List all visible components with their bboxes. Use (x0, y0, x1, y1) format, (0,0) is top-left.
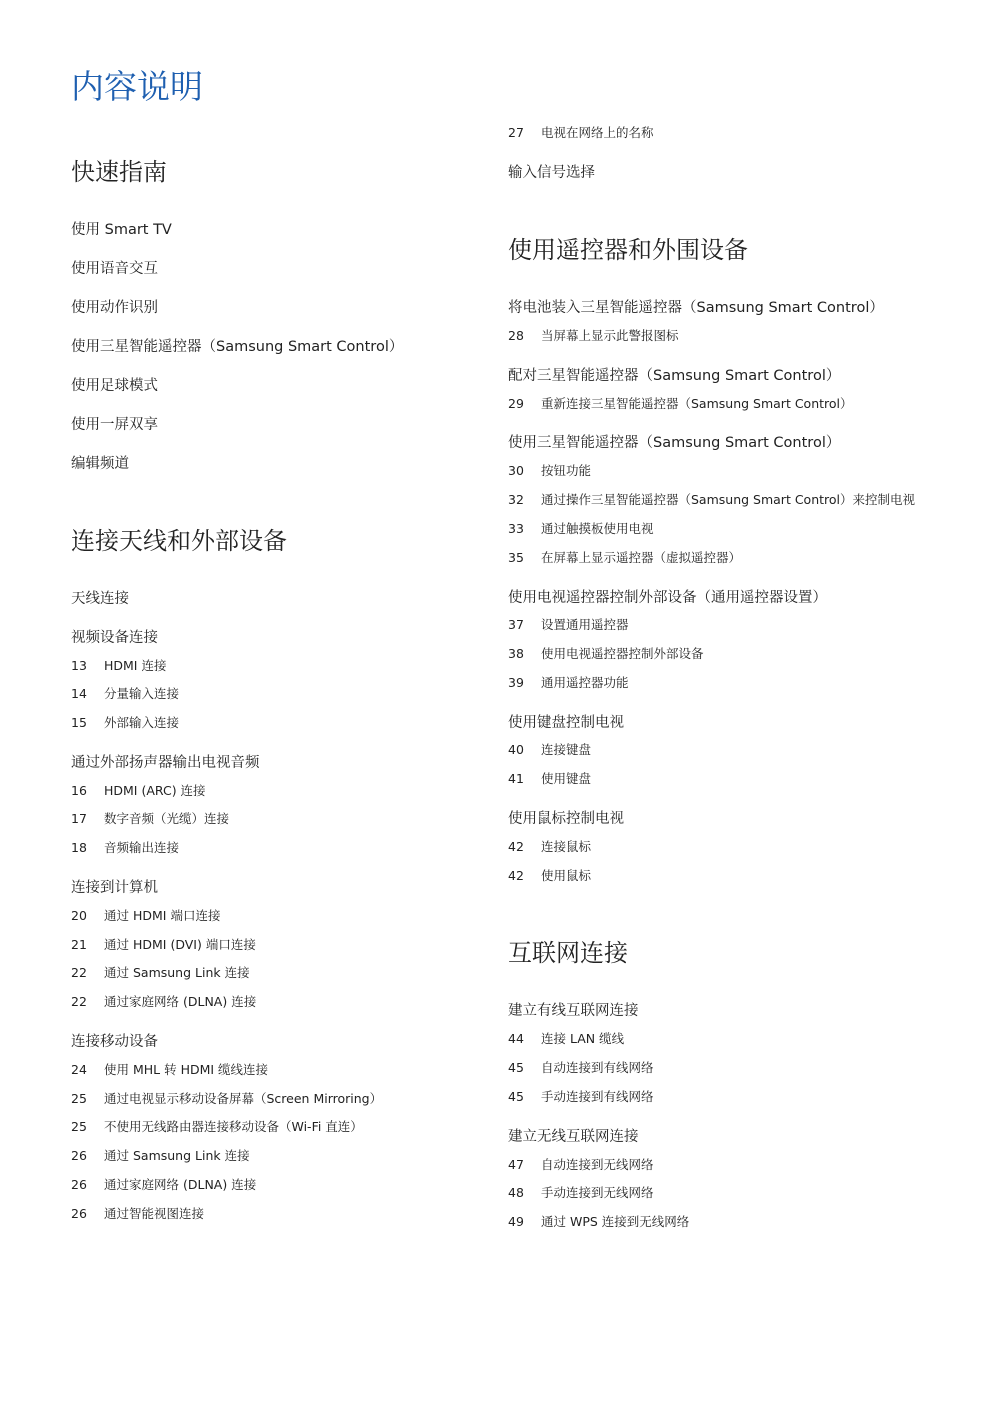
toc-entry[interactable] (508, 395, 853, 413)
entry-text: 手动连接到无线网络 (541, 1185, 654, 1200)
page-number: 30 (508, 463, 524, 478)
entry-text: 通过 HDMI (DVI) 端口连接 (104, 937, 256, 952)
toc-entry[interactable] (508, 770, 591, 788)
page-number: 27 (508, 125, 524, 140)
page-number: 42 (508, 868, 524, 883)
page-number: 48 (508, 1185, 524, 1200)
toc-entry[interactable] (71, 810, 229, 828)
entry-text: 通过 Samsung Link 连接 (104, 965, 250, 980)
page-number: 32 (508, 492, 524, 507)
toc-link-voice[interactable]: 使用语音交互 (71, 261, 158, 277)
toc-entry[interactable] (508, 838, 591, 856)
page-number: 42 (508, 839, 524, 854)
toc-link-multi-link[interactable]: 使用一屏双享 (71, 417, 158, 433)
toc-link-use-remote[interactable]: 使用三星智能遥控器（Samsung Smart Control） (508, 435, 841, 451)
toc-entry[interactable] (508, 1184, 654, 1202)
page-number: 45 (508, 1089, 524, 1104)
entry-text: 通用遥控器功能 (541, 675, 629, 690)
toc-link-input-select[interactable]: 输入信号选择 (508, 165, 595, 181)
page-number: 18 (71, 840, 87, 855)
page-number: 37 (508, 617, 524, 632)
entry-text: 重新连接三星智能遥控器（Samsung Smart Control） (541, 396, 853, 411)
entry-text: 数字音频（光缆）连接 (104, 811, 230, 826)
page-number: 22 (71, 965, 87, 980)
toc-entry[interactable] (508, 462, 591, 480)
page-number: 17 (71, 811, 87, 826)
toc-link-motion[interactable]: 使用动作识别 (71, 300, 158, 316)
page-number: 40 (508, 742, 524, 757)
toc-entry[interactable] (508, 520, 654, 538)
toc-entry[interactable] (71, 1205, 204, 1223)
page-number: 47 (508, 1157, 524, 1172)
entry-text: 通过家庭网络 (DLNA) 连接 (104, 1177, 257, 1192)
entry-text: 分量输入连接 (104, 686, 180, 701)
entry-text: 通过智能视图连接 (104, 1206, 205, 1221)
page-number: 26 (71, 1177, 87, 1192)
toc-link-pair-remote[interactable]: 配对三星智能遥控器（Samsung Smart Control） (508, 368, 841, 384)
toc-link-mouse[interactable]: 使用鼠标控制电视 (508, 811, 624, 827)
page-number: 41 (508, 771, 524, 786)
page-number: 26 (71, 1148, 87, 1163)
entry-text: 使用电视遥控器控制外部设备 (541, 646, 704, 661)
toc-link-wireless[interactable]: 建立无线互联网连接 (508, 1129, 639, 1145)
toc-entry[interactable] (508, 1088, 654, 1106)
entry-text: 电视在网络上的名称 (541, 125, 654, 140)
entry-text: 使用鼠标 (541, 868, 592, 883)
page-number: 13 (71, 658, 87, 673)
page-number: 45 (508, 1060, 524, 1075)
toc-entry[interactable] (508, 741, 591, 759)
page-title: 内容说明 (71, 67, 203, 106)
toc-entry[interactable] (71, 657, 166, 675)
section-heading-remote: 使用遥控器和外围设备 (508, 236, 748, 264)
toc-link-external-speakers[interactable]: 通过外部扬声器输出电视音频 (71, 755, 260, 771)
toc-link-mobile[interactable]: 连接移动设备 (71, 1034, 158, 1050)
toc-link-keyboard[interactable]: 使用键盘控制电视 (508, 715, 624, 731)
entry-text: 通过 Samsung Link 连接 (104, 1148, 250, 1163)
entry-text: 通过触摸板使用电视 (541, 521, 654, 536)
page-number: 49 (508, 1214, 524, 1229)
toc-entry[interactable] (71, 907, 220, 925)
entry-text: 自动连接到无线网络 (541, 1157, 654, 1172)
entry-text: 自动连接到有线网络 (541, 1060, 654, 1075)
entry-text: HDMI (ARC) 连接 (104, 783, 206, 798)
page-number: 20 (71, 908, 87, 923)
toc-entry[interactable] (71, 782, 206, 800)
section-heading-quick-guide: 快速指南 (71, 158, 167, 186)
page-number: 24 (71, 1062, 87, 1077)
page-number: 39 (508, 675, 524, 690)
page-number: 28 (508, 328, 524, 343)
toc-link-football[interactable]: 使用足球模式 (71, 378, 158, 394)
toc-entry[interactable] (71, 964, 250, 982)
toc-entry[interactable] (71, 936, 256, 954)
entry-text: 连接键盘 (541, 742, 592, 757)
toc-entry[interactable] (508, 1059, 654, 1077)
entry-text: 音频输出连接 (104, 840, 180, 855)
entry-text: 设置通用遥控器 (541, 617, 629, 632)
toc-entry[interactable] (508, 674, 629, 692)
entry-text: 不使用无线路由器连接移动设备（Wi-Fi 直连） (104, 1119, 363, 1134)
entry-text: 使用 MHL 转 HDMI 缆线连接 (104, 1062, 269, 1077)
toc-entry[interactable] (71, 1147, 250, 1165)
toc-entry[interactable] (508, 645, 704, 663)
page-number: 21 (71, 937, 87, 952)
toc-entry[interactable] (71, 685, 179, 703)
toc-link-wired[interactable]: 建立有线互联网连接 (508, 1003, 639, 1019)
toc-link-video-devices[interactable]: 视频设备连接 (71, 630, 158, 646)
page-number: 22 (71, 994, 87, 1009)
toc-entry[interactable] (508, 549, 741, 567)
page-number: 25 (71, 1119, 87, 1134)
toc-link-smart-tv[interactable]: 使用 Smart TV (71, 222, 172, 238)
page-number: 29 (508, 396, 524, 411)
toc-entry[interactable] (508, 1213, 689, 1231)
toc-entry[interactable] (508, 1156, 654, 1174)
toc-entry[interactable] (71, 1118, 363, 1136)
toc-entry[interactable] (71, 1090, 382, 1108)
page-number: 14 (71, 686, 87, 701)
entry-text: 外部输入连接 (104, 715, 180, 730)
toc-entry[interactable] (508, 867, 591, 885)
entry-text: 通过 WPS 连接到无线网络 (541, 1214, 690, 1229)
toc-link-batteries[interactable]: 将电池装入三星智能遥控器（Samsung Smart Control） (508, 300, 884, 316)
page-number: 26 (71, 1206, 87, 1221)
section-heading-internet: 互联网连接 (508, 939, 628, 967)
toc-entry[interactable] (71, 993, 256, 1011)
toc-entry[interactable] (508, 124, 654, 142)
page-number: 16 (71, 783, 87, 798)
section-heading-connect: 连接天线和外部设备 (71, 527, 287, 555)
entry-text: 通过电视显示移动设备屏幕（Screen Mirroring） (104, 1091, 383, 1106)
entry-text: 连接 LAN 缆线 (541, 1031, 625, 1046)
entry-text: 通过操作三星智能遥控器（Samsung Smart Control）来控制电视 (541, 492, 916, 507)
entry-text: 连接鼠标 (541, 839, 592, 854)
toc-link-universal-remote[interactable]: 使用电视遥控器控制外部设备（通用遥控器设置） (508, 590, 827, 606)
entry-text: 手动连接到有线网络 (541, 1089, 654, 1104)
page-number: 15 (71, 715, 87, 730)
toc-entry[interactable] (508, 491, 915, 509)
toc-entry[interactable] (71, 839, 179, 857)
toc-link-antenna[interactable]: 天线连接 (71, 591, 129, 607)
toc-entry[interactable] (508, 327, 679, 345)
toc-entry[interactable] (71, 714, 179, 732)
entry-text: 在屏幕上显示遥控器（虚拟遥控器） (541, 550, 742, 565)
toc-link-smart-control[interactable]: 使用三星智能遥控器（Samsung Smart Control） (71, 339, 404, 355)
toc-entry[interactable] (508, 1030, 624, 1048)
toc-entry[interactable] (508, 616, 629, 634)
entry-text: 通过 HDMI 端口连接 (104, 908, 221, 923)
page-number: 44 (508, 1031, 524, 1046)
toc-link-edit-channels[interactable]: 编辑频道 (71, 456, 129, 472)
entry-text: 当屏幕上显示此警报图标 (541, 328, 679, 343)
entry-text: 按钮功能 (541, 463, 592, 478)
toc-link-computer[interactable]: 连接到计算机 (71, 880, 158, 896)
page-number: 25 (71, 1091, 87, 1106)
toc-entry[interactable] (71, 1176, 256, 1194)
entry-text: HDMI 连接 (104, 658, 167, 673)
entry-text: 使用键盘 (541, 771, 592, 786)
page-number: 38 (508, 646, 524, 661)
page-number: 35 (508, 550, 524, 565)
page-number: 33 (508, 521, 524, 536)
toc-entry[interactable] (71, 1061, 268, 1079)
entry-text: 通过家庭网络 (DLNA) 连接 (104, 994, 257, 1009)
